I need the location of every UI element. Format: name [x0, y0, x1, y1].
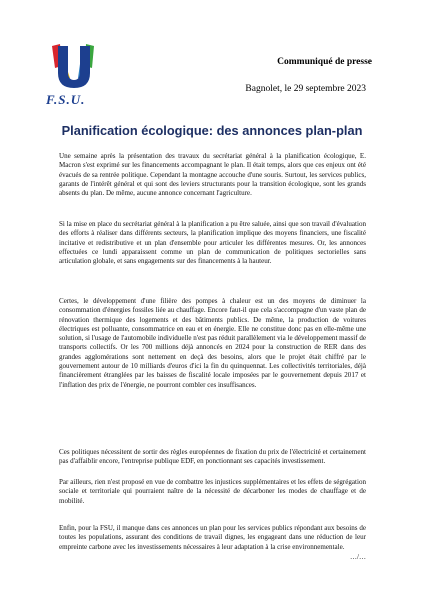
- paragraph-intro: Une semaine après la présentation des travaux du secrétariat général à la planification écologique, E. Macron s'est exprimé sur les financements accompagnant le plan. Il était temps, alors que ces enjeux ont été évacués de sa rentrée politique. Cependant la montagne accouche d'une souris. Surtout, les services publics, garants de l'intérêt général et qui sont des leviers structurants pour la transition écologique, sont les grands absents du plan. De même, aucune annonce concernant l'agriculture.: [59, 152, 366, 198]
- paragraph-electricite: Ces politiques nécessitent de sortir des règles européennes de fixation du prix de l'électricité et certainement pas d'affaiblir encore, l'entreprise publique EDF, en ponctionnant ses capacités investissement.: [59, 448, 366, 466]
- press-release-label: Communiqué de presse: [277, 57, 372, 67]
- paragraph-mesures: Certes, le développement d'une filière des pompes à chaleur est un des moyens de diminuer la consommation d'énergies fossiles liée au chauffage. Encore faut-il que cela s'accompagne d'un vaste plan de rénovation thermique des logements et des bâtiments publics. De même, la production de voitures électriques est polluante, consommatrice en eau et en énergie. Elle ne constitue donc pas en elle-même une solution, si l'usage de l'automobile individuelle n'est pas réduit parallèlement via le développement massif de transports collectifs. Or les 700 millions déjà annoncés en 2024 pour la construction de RER dans des grandes agglomérations sont nettement en deçà des besoins, alors que le projet était chiffré par le gouvernement autour de 10 milliards d'euros d'ici la fin du quinquennat. Les collectivités territoriales, déjà financièrement étranglées par les baisses de fiscalité locale imposées par le gouvernement depuis 2017 et l'inflation des prix de l'énergie, ne pourront combler ces insuffisances.: [59, 297, 366, 389]
- paragraph-planification: Si la mise en place du secrétariat général à la planification a pu être saluée, ainsi que son travail d'évaluation des efforts à réaliser dans différents secteurs, la planification implique des moyens financiers, une fiscalité incitative et redistributive et un plan d'ensemble pour articuler les différentes mesures. Or, les annonces effectuées ce lundi apparaissent comme un plan de communication de politiques sectorielles sans articulation globale, et sans engagements sur des financements à la hauteur.: [59, 220, 366, 266]
- paragraph-injustices: Par ailleurs, rien n'est proposé en vue de combattre les injustices supplémentaires et les effets de ségrégation sociale et territoriale qui pourraient naître de la nécessité de décarboner les modes de chauffage et de mobilité.: [59, 478, 366, 505]
- fsu-logo-mark: [46, 42, 102, 92]
- date-line: Bagnolet, le 29 septembre 2023: [245, 84, 366, 94]
- continuation-mark: …/…: [350, 553, 366, 561]
- fsu-logo: [44, 42, 104, 108]
- paragraph-services-publics: Enfin, pour la FSU, il manque dans ces annonces un plan pour les services publics répondant aux besoins de toutes les populations, assurant des conditions de travail dignes, les engageant dans une réduction de leur empreinte carbone avec les investissements nécessaires à leur adaptation à la crise environnementale.: [59, 524, 366, 551]
- document-title: Planification écologique: des annonces plan-plan: [61, 123, 363, 138]
- logo-text: F.S.U.: [46, 92, 86, 107]
